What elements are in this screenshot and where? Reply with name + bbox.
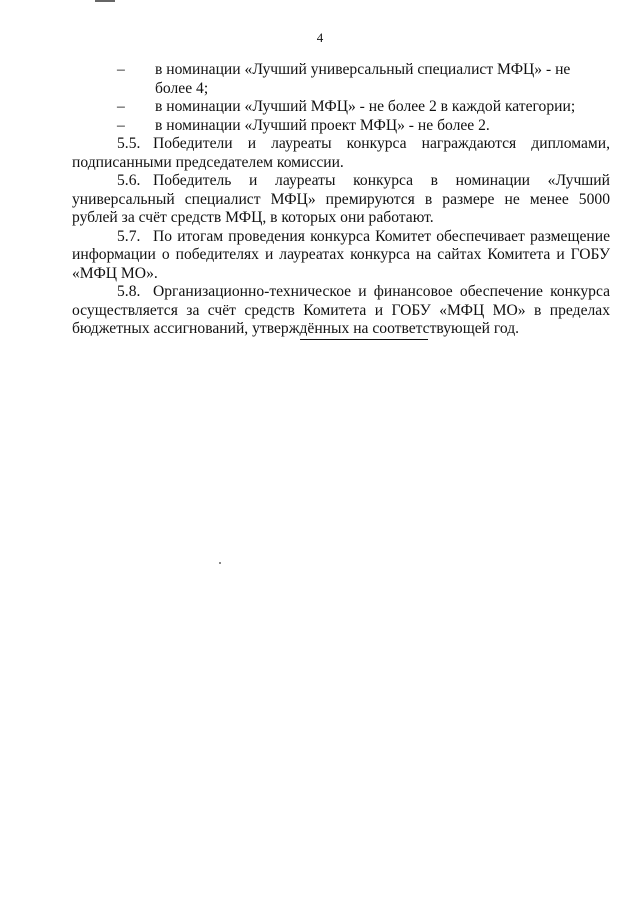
list-item [72, 98, 610, 117]
scan-speck [219, 562, 221, 564]
clause-number: 5.7. [117, 227, 141, 245]
list-item-text: в номинации «Лучший МФЦ» - не более 2 в каждой категории; [155, 98, 576, 115]
clause-text: По итогам проведения конкурса Комитет обеспечивает размещение информации о победителях и лауреатах конкурса на сайтах Комитета и ГОБУ «МФЦ МО». [72, 227, 610, 282]
clause-text: Победитель и лауреаты конкурса в номинации «Лучший универсальный специалист МФЦ» премируются в размере не менее 5000 рублей за счёт средств МФЦ, в которых они работают. [72, 172, 610, 226]
bullet-dash: – [117, 116, 125, 134]
bullet-dash: – [117, 61, 125, 78]
clause-number: 5.8. [117, 283, 141, 300]
bullet-dash: – [117, 98, 125, 115]
clause-number: 5.6. [117, 172, 141, 189]
list-item [72, 117, 610, 136]
list-item-text: в номинации «Лучший универсальный специалист МФЦ» - не более 4; [155, 61, 571, 97]
clause-5-6 [72, 172, 610, 228]
end-divider-line [300, 339, 428, 340]
clause-number: 5.5. [117, 135, 141, 152]
clause-text: Организационно-техническое и финансовое обеспечение конкурса осуществляется за счёт средств Комитета и ГОБУ «МФЦ МО» в пределах бюджетных ассигнований, утверждённых на соответствующей год. [72, 283, 610, 337]
document-body [72, 61, 610, 339]
clause-5-5 [72, 135, 610, 172]
clause-text: Победители и лауреаты конкурса награждаются дипломами, подписанными председателем комиссии. [72, 135, 610, 171]
page-number: 4 [316, 30, 324, 45]
list-item-text: в номинации «Лучший проект МФЦ» - не более 2. [155, 116, 490, 134]
clause-5-8 [72, 283, 610, 339]
scan-artifact [95, 0, 115, 2]
clause-5-7 [72, 228, 610, 284]
list-item [72, 61, 610, 98]
